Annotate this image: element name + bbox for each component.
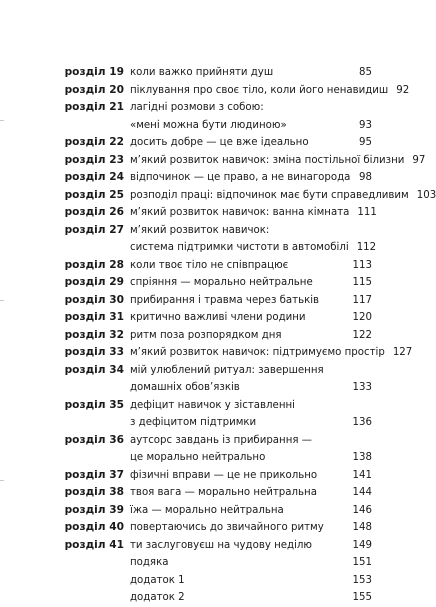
chapter-number: розділ 41 (64, 538, 124, 551)
toc-line (50, 572, 372, 590)
page-number: 149 (352, 539, 372, 551)
page-number: 113 (352, 259, 372, 271)
dot-leader (186, 572, 352, 584)
dot-leader (257, 414, 351, 426)
toc-line (50, 362, 372, 380)
toc-line (50, 204, 377, 222)
chapter-number: розділ 29 (64, 276, 124, 288)
toc-line (50, 484, 372, 502)
chapter-title: розподіл праці: відпочинок має бути справедливим (130, 189, 409, 201)
chapter-number: розділ 24 (64, 171, 124, 183)
page-number: 155 (352, 592, 372, 603)
page-number: 103 (416, 189, 436, 201)
table-of-contents (50, 64, 436, 607)
page-number: 151 (352, 557, 372, 568)
toc-line (50, 292, 372, 310)
page-number: 97 (412, 154, 426, 166)
chapter-title: твоя вага — морально нейтральна (130, 487, 317, 498)
dot-leader (351, 169, 358, 181)
chapter-number: розділ 19 (64, 66, 124, 78)
dot-leader (405, 152, 411, 164)
dot-leader (307, 309, 352, 321)
chapter-title: коли твоє тіло не співпрацює (130, 259, 289, 271)
page-number: 138 (352, 452, 372, 463)
chapter-title: дефіцит навичок у зіставленні (130, 399, 295, 411)
chapter-title: м’який розвиток навичок: ванна кімната (130, 207, 350, 218)
page-number: 112 (356, 242, 377, 253)
dot-leader (283, 327, 352, 339)
chapter-number: розділ 22 (64, 136, 124, 148)
page-number: 120 (352, 312, 372, 323)
toc-line (50, 502, 372, 520)
page-number: 144 (352, 487, 372, 498)
toc-line (50, 432, 372, 450)
toc-line (50, 309, 372, 327)
dot-leader (266, 449, 351, 461)
page-number: 92 (396, 84, 410, 96)
chapter-title: м’який розвиток навичок: підтримуємо простір (130, 347, 385, 358)
toc-line (50, 344, 413, 362)
dot-leader (325, 519, 352, 531)
chapter-title: ти заслуговуєш на чудову неділю (130, 539, 312, 551)
chapter-number: розділ 23 (64, 153, 124, 166)
toc-line (50, 64, 372, 82)
page-number: 117 (352, 294, 372, 306)
toc-line (50, 187, 436, 205)
chapter-number: розділ 28 (64, 258, 124, 271)
chapter-number: розділ 32 (64, 328, 124, 341)
dot-leader (288, 117, 358, 129)
toc-line (50, 152, 426, 170)
toc-line (50, 274, 372, 292)
chapter-title: коли важко прийняти душ (130, 67, 274, 78)
page-edge-mark (0, 300, 4, 301)
dot-leader (186, 589, 352, 601)
dot-leader (320, 292, 351, 304)
toc-line (50, 169, 372, 187)
page-edge-mark (0, 480, 4, 481)
chapter-title: їжа — морально нейтральна (130, 504, 284, 516)
chapter-title: м’який розвиток навичок: (130, 224, 270, 236)
page-number: 153 (352, 574, 372, 586)
chapter-title: подяка (130, 557, 169, 568)
dot-leader (313, 537, 352, 549)
dot-leader (289, 257, 351, 269)
chapter-number: розділ 35 (64, 398, 124, 411)
toc-line (50, 519, 372, 537)
page-number: 133 (352, 382, 372, 393)
chapter-title: це морально нейтрально (130, 452, 266, 463)
chapter-title: аутсорс завдань із прибирання — (130, 434, 312, 446)
chapter-title: повертаючись до звичайного ритму (130, 522, 324, 533)
chapter-number: розділ 33 (64, 346, 124, 358)
page-number: 93 (359, 119, 372, 131)
chapter-title: досить добре — це вже ідеально (130, 137, 309, 148)
chapter-title: фізичні вправи — це не прикольно (130, 469, 318, 481)
toc-line (50, 397, 372, 415)
chapter-number: розділ 39 (64, 503, 124, 516)
chapter-title: відпочинок — це право, а не винагорода (130, 172, 351, 183)
chapter-title: піклування про своє тіло, коли його ненавидиш (130, 84, 389, 96)
dot-leader (318, 484, 352, 496)
toc-line (50, 467, 372, 485)
toc-line (50, 117, 372, 135)
chapter-title: критично важливі члени родини (130, 312, 306, 323)
toc-line (50, 327, 372, 345)
chapter-title: додаток 1 (130, 574, 185, 586)
dot-leader (314, 274, 352, 286)
dot-leader (410, 187, 416, 199)
chapter-title: система підтримки чистоти в автомобілі (130, 242, 349, 253)
dot-leader (241, 379, 352, 391)
chapter-title: спріяння — морально нейтральне (130, 277, 313, 288)
page-edge-mark (0, 120, 4, 121)
dot-leader (169, 554, 351, 566)
dot-leader (350, 239, 356, 251)
chapter-title: м’який розвиток навичок: зміна постільної білизни (130, 154, 405, 166)
chapter-number: розділ 26 (64, 206, 124, 218)
chapter-number: розділ 27 (64, 223, 124, 236)
toc-line (50, 239, 377, 257)
chapter-number: розділ 20 (64, 83, 124, 96)
page-number: 136 (352, 417, 372, 428)
chapter-number: розділ 21 (64, 101, 124, 113)
page-number: 98 (359, 172, 372, 183)
chapter-number: розділ 31 (64, 311, 124, 323)
chapter-title: прибирання і травма через батьків (130, 294, 320, 306)
dot-leader (310, 134, 358, 146)
toc-line (50, 589, 372, 607)
page-number: 85 (359, 67, 372, 78)
dot-leader (318, 467, 351, 479)
toc-line (50, 449, 372, 467)
chapter-number: розділ 36 (64, 433, 124, 446)
toc-line (50, 537, 372, 555)
page-number: 115 (352, 277, 372, 288)
page-number: 148 (352, 522, 372, 533)
page-number: 111 (357, 207, 377, 218)
chapter-title: лагідні розмови з собою: (130, 102, 264, 113)
page-number: 95 (359, 137, 372, 148)
chapter-title: «мені можна бути людиною» (130, 119, 287, 131)
chapter-title: ритм поза розпорядком дня (130, 329, 282, 341)
dot-leader (274, 64, 358, 76)
dot-leader (389, 82, 395, 94)
toc-line (50, 379, 372, 397)
dot-leader (350, 204, 356, 216)
chapter-number: розділ 40 (64, 521, 124, 533)
toc-line (50, 414, 372, 432)
chapter-number: розділ 25 (64, 188, 124, 201)
page-number: 146 (352, 504, 372, 516)
page-number: 141 (352, 469, 372, 481)
dot-leader (386, 344, 392, 356)
toc-line (50, 99, 372, 117)
chapter-number: розділ 30 (64, 293, 124, 306)
page-number: 127 (392, 347, 413, 358)
chapter-number: розділ 34 (64, 363, 124, 376)
toc-line (50, 257, 372, 275)
dot-leader (285, 502, 352, 514)
toc-line (50, 82, 410, 100)
chapter-number: розділ 37 (64, 468, 124, 481)
chapter-title: мій улюблений ритуал: завершення (130, 364, 324, 376)
toc-line (50, 222, 372, 240)
chapter-title: додаток 2 (130, 592, 185, 603)
chapter-title: з дефіцитом підтримки (130, 417, 257, 428)
page-number: 122 (352, 329, 372, 341)
toc-line (50, 134, 372, 152)
chapter-number: розділ 38 (64, 486, 124, 498)
chapter-title: домашніх обов’язків (130, 382, 240, 393)
toc-line (50, 554, 372, 572)
